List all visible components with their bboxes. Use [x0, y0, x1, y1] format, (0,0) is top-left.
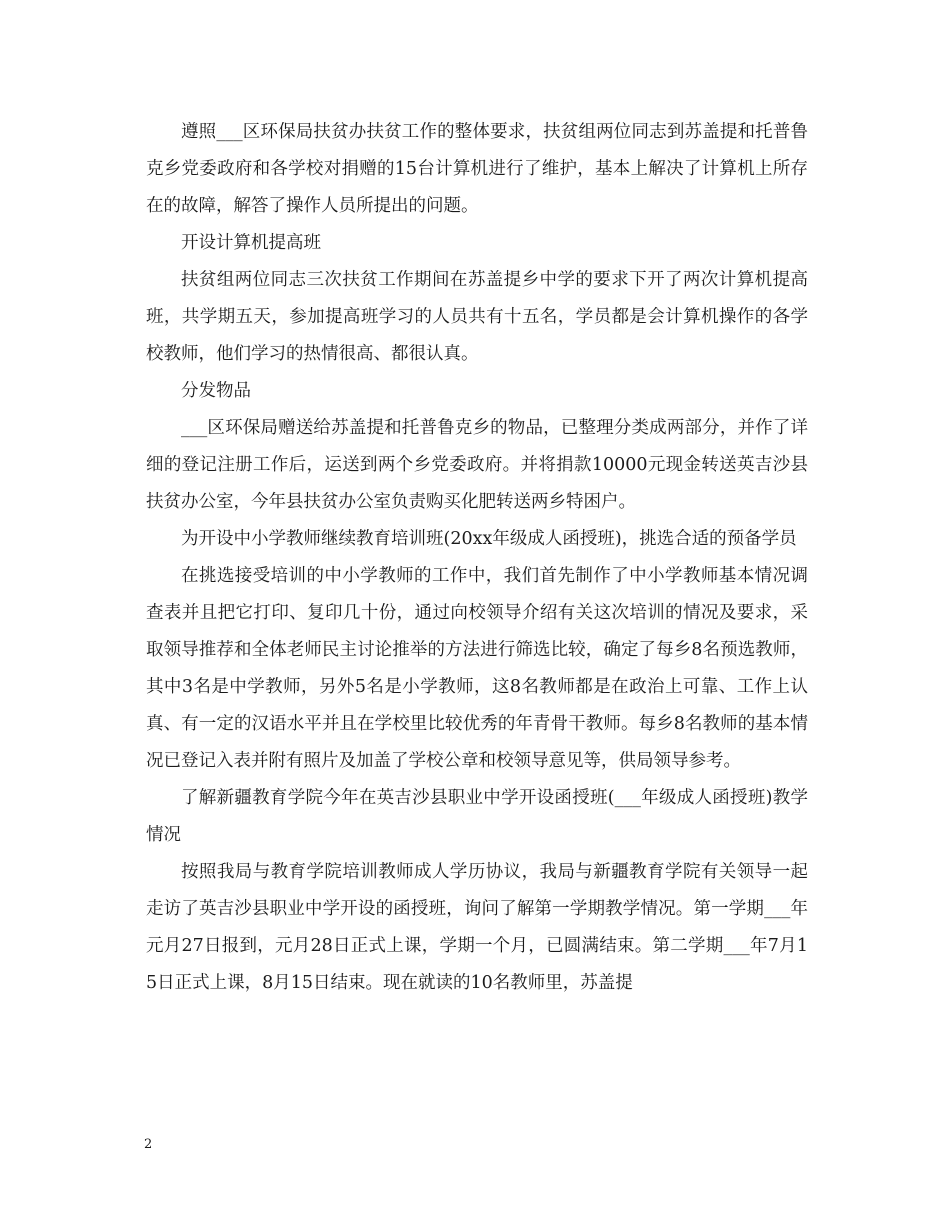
paragraph-correspondence-class: 按照我局与教育学院培训教师成人学历协议，我局与新疆教育学院有关领导一起走访了英吉沙县职业中学开设的函授班，询问了解第一学期教学情况。第一学期___年元月27日报到，元月28日正式上课，学期一个月，已圆满结束。第二学期___年7月15日正式上课，8月15日结束。现在就读的10名教师里，苏盖提	[146, 862, 808, 993]
heading-teacher-training: 为开设中小学教师继续教育培训班(20xx年级成人函授班)，挑选合适的预备学员	[181, 529, 797, 549]
paragraph-computer-class: 扶贫组两位同志三次扶贫工作期间在苏盖提乡中学的要求下开了两次计算机提高班，共学期五天，参加提高班学习的人员共有十五名，学员都是会计算机操作的各学校教师，他们学习的热情很高、都很认真。	[146, 270, 808, 364]
document-body	[146, 114, 808, 1002]
heading-computer-class: 开设计算机提高班	[181, 233, 321, 253]
page-number: 2	[144, 1137, 153, 1152]
paragraph-maintenance: 遵照___区环保局扶贫办扶贫工作的整体要求，扶贫组两位同志到苏盖提和托普鲁克乡党委政府和各学校对捐赠的15台计算机进行了维护，基本上解决了计算机上所存在的故障，解答了操作人员所提出的问题。	[146, 122, 808, 216]
paragraph-distribute-items: ___区环保局赠送给苏盖提和托普鲁克乡的物品，已整理分类成两部分，并作了详细的登记注册工作后，运送到两个乡党委政府。并将捐款10000元现金转送英吉沙县扶贫办公室，今年县扶贫办公室负责购买化肥转送两乡特困户。	[146, 418, 808, 512]
heading-correspondence-class: 了解新疆教育学院今年在英吉沙县职业中学开设函授班(___年级成人函授班)教学情况	[146, 788, 808, 845]
paragraph-teacher-selection: 在挑选接受培训的中小学教师的工作中，我们首先制作了中小学教师基本情况调查表并且把它打印、复印几十份，通过向校领导介绍有关这次培训的情况及要求，采取领导推荐和全体老师民主讨论推举的方法进行筛选比较，确定了每乡8名预选教师，其中3名是中学教师，另外5名是小学教师，这8名教师都是在政治上可靠、工作上认真、有一定的汉语水平并且在学校里比较优秀的年青骨干教师。每乡8名教师的基本情况已登记入表并附有照片及加盖了学校公章和校领导意见等，供局领导参考。	[146, 566, 808, 771]
heading-distribute-items: 分发物品	[181, 381, 251, 401]
